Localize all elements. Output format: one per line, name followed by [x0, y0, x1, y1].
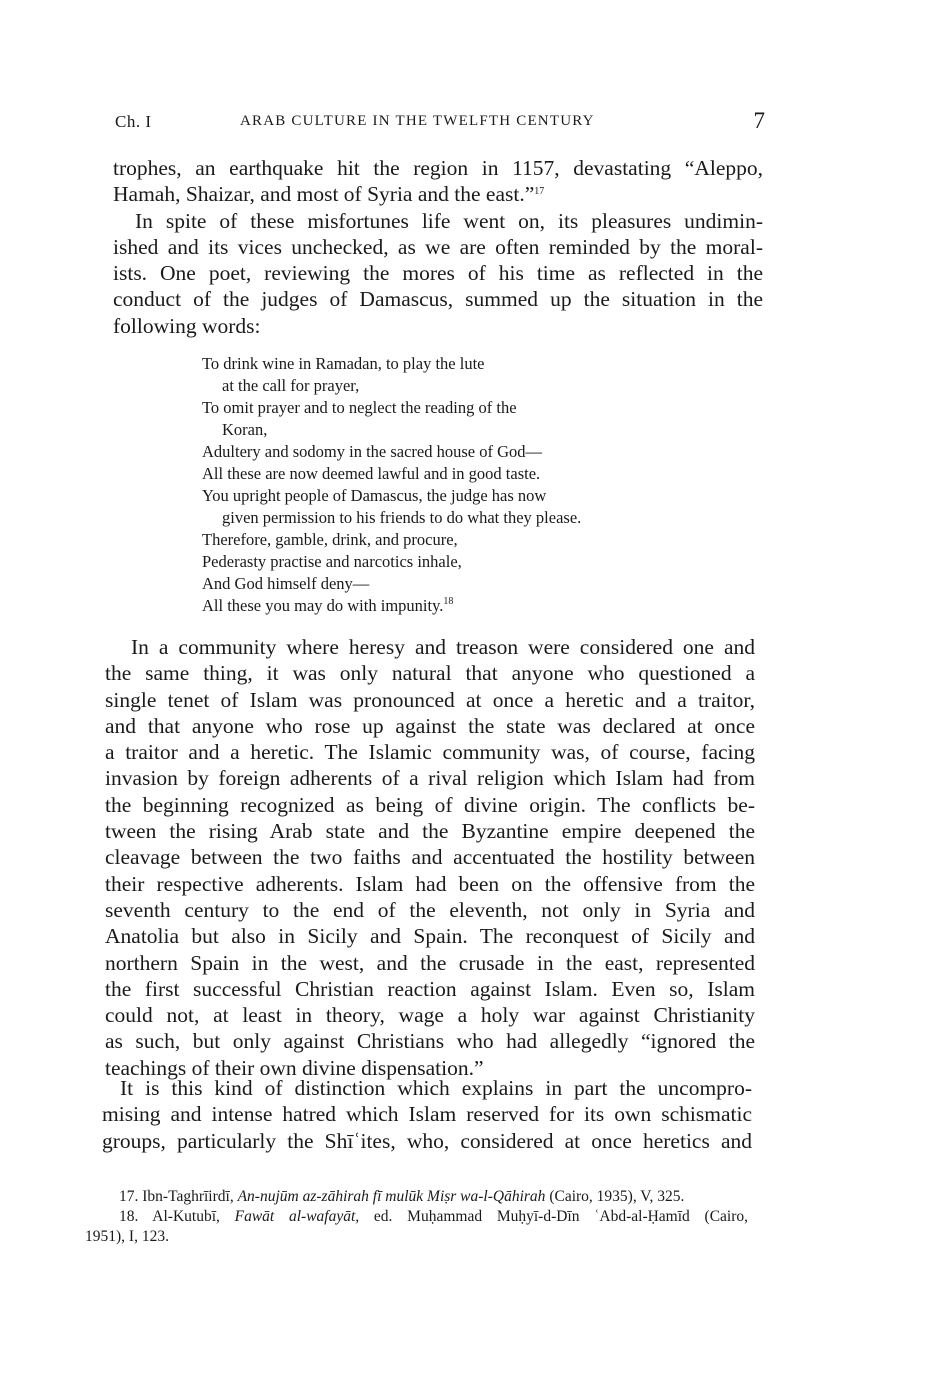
text-line: seventh century to the end of the eleventh, not only in Syria and	[105, 897, 755, 922]
poem-line-content: All these you may do with impunity.	[202, 596, 444, 615]
text-line: following words:	[113, 313, 261, 338]
poem-block	[202, 353, 581, 617]
text-line: and that anyone who rose up against the state was declared at once	[105, 713, 755, 738]
text-line: groups, particularly the Shīʿites, who, considered at once heretics and	[102, 1128, 752, 1153]
poem-line: Pederasty practise and narcotics inhale,	[202, 552, 462, 571]
footnote-citation: ed. Muḥammad Muḥyī-d-Dīn ʿAbd-al-Ḥamīd (Cairo,	[373, 1208, 749, 1225]
text-line: teachings of their own divine dispensation.”	[105, 1055, 484, 1080]
text-line: as such, but only against Christians who had allegedly “ignored the	[105, 1029, 755, 1054]
footnote-ref-17[interactable]: 17	[534, 186, 545, 198]
text-line: invasion by foreign adherents of a rival religion which Islam had from	[105, 766, 755, 791]
footnotes	[85, 1187, 748, 1247]
text-line: tween the rising Arab state and the Byzantine empire deepened the	[105, 819, 755, 844]
text-line: In spite of these misfortunes life went on, its pleasures undimin-	[135, 208, 763, 233]
poem-line: To drink wine in Ramadan, to play the lute	[202, 354, 485, 373]
footnote-title: An-nujūm az-zāhirah fī mulūk Miṣr wa-l-Qāhirah	[237, 1188, 546, 1205]
text-line: cleavage between the two faiths and accentuated the hostility between	[105, 845, 755, 870]
text-line: single tenet of Islam was pronounced at once a heretic and a traitor,	[105, 687, 755, 712]
poem-line: given permission to his friends to do what they please.	[222, 508, 582, 527]
footnote-ref-18[interactable]: 18	[443, 596, 454, 607]
text-line	[113, 181, 763, 207]
poem-line	[202, 595, 581, 617]
running-title: ARAB CULTURE IN THE TWELFTH CENTURY	[240, 113, 595, 129]
text-line-content: Hamah, Shaizar, and most of Syria and the east.”	[113, 182, 535, 207]
footnote-author: Al-Kutubī,	[152, 1208, 220, 1225]
text-line: their respective adherents. Islam had been on the offensive from the	[105, 871, 755, 896]
running-header	[115, 110, 765, 138]
poem-line: You upright people of Damascus, the judge has now	[202, 486, 547, 505]
text-line: Anatolia but also in Sicily and Spain. The reconquest of Sicily and	[105, 924, 755, 949]
text-line: the same thing, it was only natural that anyone who questioned a	[105, 661, 755, 686]
text-line: mising and intense hatred which Islam reserved for its own schismatic	[102, 1102, 752, 1127]
chapter-label: Ch. I	[115, 112, 152, 131]
footnote-line: 1951), I, 123.	[85, 1228, 169, 1245]
footnote-title: Fawāt al-wafayāt,	[234, 1208, 360, 1225]
text-line: could not, at least in theory, wage a holy war against Christianity	[105, 1003, 755, 1028]
paragraph-1	[113, 155, 763, 208]
poem-line: Koran,	[222, 420, 268, 439]
text-block-top	[113, 155, 763, 339]
text-line: It is this kind of distinction which explains in part the uncompro-	[120, 1076, 752, 1100]
page-number: 7	[753, 108, 765, 133]
text-line: In a community where heresy and treason were considered one and	[131, 635, 755, 659]
footnote-line	[85, 1207, 748, 1227]
text-line: ists. One poet, reviewing the mores of his time as reflected in the	[113, 261, 763, 286]
footnote-number: 17.	[119, 1188, 139, 1205]
footnote-author: Ibn-Taghrīirdī,	[142, 1188, 234, 1205]
footnote-18	[85, 1207, 748, 1247]
poem-line: Adultery and sodomy in the sacred house of God—	[202, 442, 543, 461]
text-line: the beginning recognized as being of divine origin. The conflicts be-	[105, 792, 755, 817]
text-line: trophes, an earthquake hit the region in 1157, devastating “Aleppo,	[113, 156, 763, 180]
text-line: a traitor and a heretic. The Islamic community was, of course, facing	[105, 740, 755, 765]
footnote-17	[85, 1187, 748, 1207]
poem-line: at the call for prayer,	[222, 376, 360, 395]
footnote-number: 18.	[119, 1208, 139, 1225]
footnote-citation: (Cairo, 1935), V, 325.	[549, 1188, 685, 1205]
poem-line: And God himself deny—	[202, 574, 370, 593]
text-line: conduct of the judges of Damascus, summed up the situation in the	[113, 287, 763, 312]
paragraph-4	[102, 1075, 752, 1154]
poem-line: All these are now deemed lawful and in good taste.	[202, 464, 541, 483]
footnote-line	[85, 1187, 748, 1207]
text-line: northern Spain in the west, and the crusade in the east, represented	[105, 950, 755, 975]
paragraph-3	[105, 634, 755, 1081]
poem-line: Therefore, gamble, drink, and procure,	[202, 530, 458, 549]
text-line: ished and its vices unchecked, as we are often reminded by the moral-	[113, 234, 763, 259]
paragraph-2	[113, 208, 763, 339]
poem-line: To omit prayer and to neglect the reading of the	[202, 398, 517, 417]
text-line: the first successful Christian reaction against Islam. Even so, Islam	[105, 976, 755, 1001]
